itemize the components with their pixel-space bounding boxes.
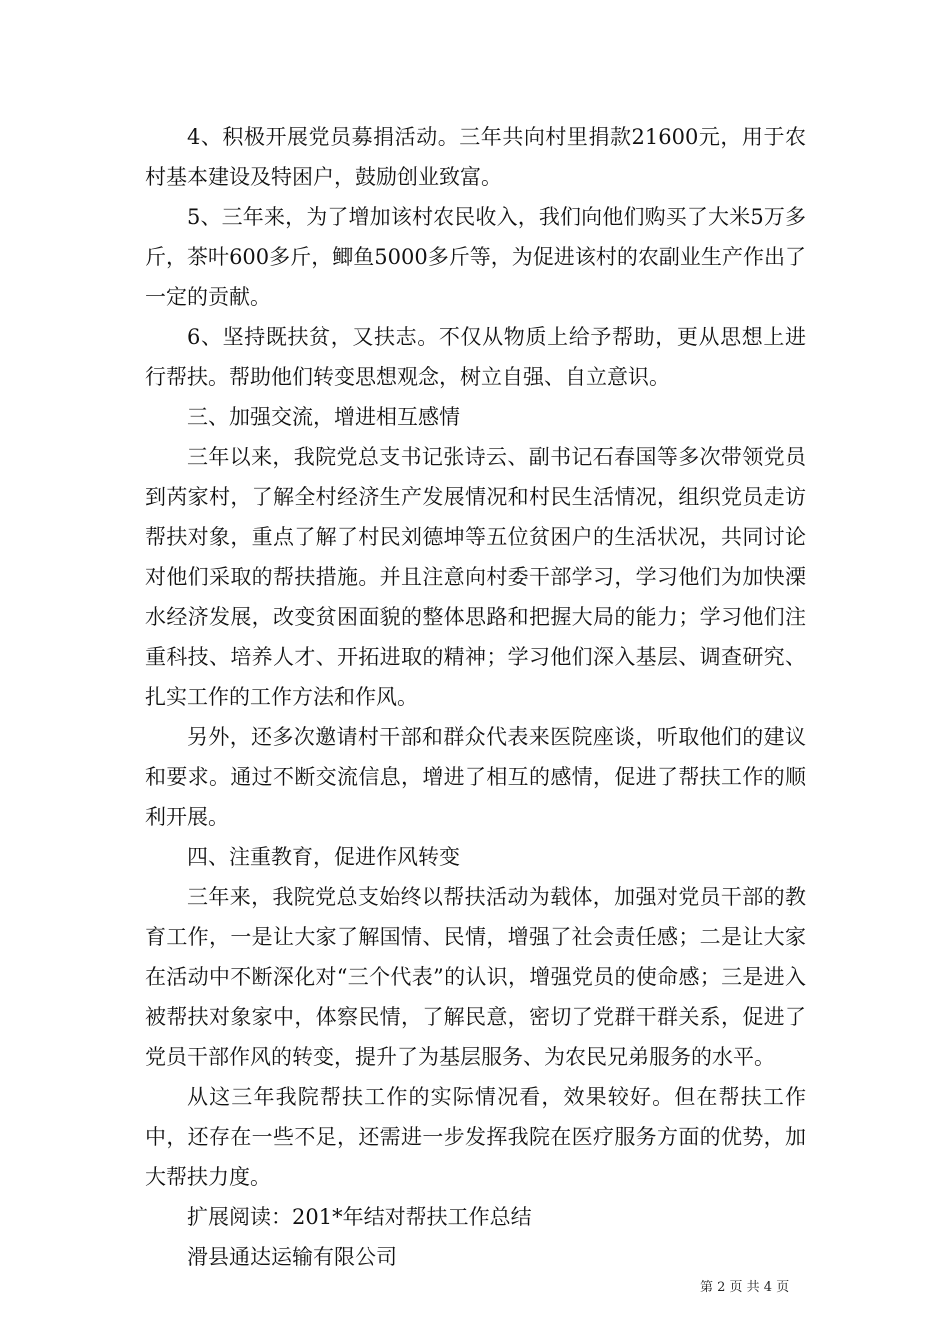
- document-body: [145, 117, 806, 1277]
- page-number: 第 2 页 共 4 页: [700, 1280, 790, 1295]
- paragraph-exchange-visits: 三年以来，我院党总支书记张诗云、副书记石春国等多次带领党员到芮家村，了解全村经济生产发展情况和村民生活情况，组织党员走访帮扶对象，重点了解了村民刘德坤等五位贫困户的生活状况，共同讨论对他们采取的帮扶措施。并且注意向村委干部学习，学习他们为加快溧水经济发展，改变贫困面貌的整体思路和把握大局的能力；学习他们注重科技、培养人才、开拓进取的精神；学习他们深入基层、调查研究、扎实工作的工作方法和作风。: [145, 445, 806, 709]
- paragraph-donation: 4、积极开展党员募捐活动。三年共向村里捐款21600元，用于农村基本建设及特困户，鼓励创业致富。: [145, 125, 806, 189]
- paragraph-company-name: 滑县通达运输有限公司: [187, 1245, 397, 1269]
- paragraph-poverty-and-will: 6、坚持既扶贫，又扶志。不仅从物质上给予帮助，更从思想上进行帮扶。帮助他们转变思想观念，树立自强、自立意识。: [145, 325, 806, 389]
- paragraph-invitations: 另外，还多次邀请村干部和群众代表来医院座谈，听取他们的建议和要求。通过不断交流信息，增进了相互的感情，促进了帮扶工作的顺利开展。: [145, 725, 806, 829]
- paragraph-extended-reading: 扩展阅读：201*年结对帮扶工作总结: [187, 1205, 532, 1229]
- paragraph-purchase: 5、三年来，为了增加该村农民收入，我们向他们购买了大米5万多斤，茶叶600多斤，鲫鱼5000多斤等，为促进该村的农副业生产作出了一定的贡献。: [145, 205, 806, 309]
- paragraph-conclusion: 从这三年我院帮扶工作的实际情况看，效果较好。但在帮扶工作中，还存在一些不足，还需进一步发挥我院在医疗服务方面的优势，加大帮扶力度。: [145, 1085, 806, 1189]
- paragraph-education: 三年来，我院党总支始终以帮扶活动为载体，加强对党员干部的教育工作，一是让大家了解国情、民情，增强了社会责任感；二是让大家在活动中不断深化对“三个代表”的认识，增强党员的使命感；三是进入被帮扶对象家中，体察民情，了解民意，密切了党群干群关系，促进了党员干部作风的转变，提升了为基层服务、为农民兄弟服务的水平。: [145, 885, 806, 1069]
- section-heading-education: 四、注重教育，促进作风转变: [187, 845, 460, 869]
- section-heading-exchange: 三、加强交流，增进相互感情: [187, 405, 460, 429]
